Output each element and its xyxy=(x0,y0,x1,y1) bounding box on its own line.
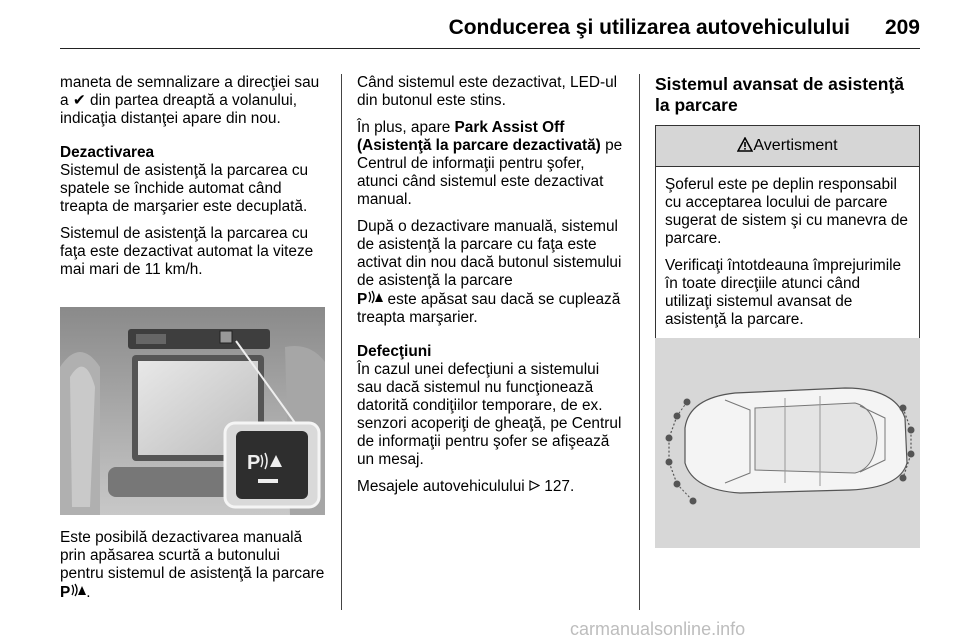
paragraph-park-assist-off: În plus, apare Park Assist Off (Asistenţă la parcare dezactivată) pe Centrul de informaţii pentru şofer, atunci când sistemul este dezactivat manual. xyxy=(357,119,623,208)
svg-text:P: P xyxy=(247,452,261,474)
park-assist-icon: P xyxy=(357,291,383,308)
paragraph: Sistemul de asistenţă la parcarea cu faţa este dezactivat automat la viteze mai mari de 11 km/h. xyxy=(60,225,314,278)
warning-box xyxy=(655,125,920,343)
section-heading-advanced-parking: Sistemul avansat de asistenţă la parcare xyxy=(655,74,904,115)
paragraph: Când sistemul este dezactivat, LED-ul din butonul este stins. xyxy=(357,74,618,109)
section-heading-block xyxy=(60,144,326,162)
paragraph-reactivation: După o dezactivare manuală, sistemul de asistenţă la parcare cu faţa este activat din nou dacă butonul sistemului de asistenţă la parcare P este apăsat sau dacă se cuplează treapta marşarier. xyxy=(357,218,622,326)
section-heading-dezactivarea: Dezactivarea xyxy=(60,144,155,161)
paragraph: maneta de semnalizare a direcţiei sau a ✔ din partea dreaptă a volanului, indicaţia distanţei apare din nou. xyxy=(60,74,320,127)
page-reference-icon xyxy=(529,478,540,495)
column-2 xyxy=(357,74,625,505)
column-1 xyxy=(60,74,326,288)
section-heading-defectiuni: Defecţiuni xyxy=(357,343,432,360)
paragraph: Sistemul de asistenţă la parcarea cu spatele se închide automat când treapta de marşarier este decuplată. xyxy=(60,162,309,215)
column-divider-2 xyxy=(639,74,640,610)
warning-triangle-icon xyxy=(737,137,753,155)
paragraph-manual-deactivation: Este posibilă dezactivarea manuală prin apăsarea scurtă a butonului pentru sistemul de asistenţă la parcare P . xyxy=(60,529,325,601)
watermark: carmanualsonline.info xyxy=(570,619,746,639)
warning-body xyxy=(656,167,919,342)
warning-title: Avertisment xyxy=(753,137,838,154)
column-divider-1 xyxy=(341,74,342,610)
page-reference[interactable]: 127. xyxy=(544,478,575,495)
car-sensor-illustration xyxy=(655,338,920,548)
paragraph-text: Este posibilă dezactivarea manuală prin apăsarea scurtă a butonului pentru sistemul de asistenţă la parcare xyxy=(60,529,325,582)
warning-header xyxy=(656,126,919,167)
warning-paragraph: Verificaţi întotdeauna împrejurimile în toate direcţiile atunci când utilizaţi sistemul avansat de asistenţă la parcare. xyxy=(665,257,902,328)
section-heading-block xyxy=(357,343,625,361)
warning-paragraph: Şoferul este pe deplin responsabil cu acceptarea locului de parcare sugerat de sistem şi cu manevra de parcare. xyxy=(665,176,908,247)
dashboard-photo xyxy=(60,307,325,515)
paragraph-vehicle-messages: Mesajele autovehiculului 127. xyxy=(357,478,575,495)
column-3 xyxy=(655,74,923,124)
park-assist-icon: P xyxy=(60,584,86,601)
page-header xyxy=(60,14,920,49)
display-message: Park Assist Off (Asistenţă la parcare dezactivată) xyxy=(357,119,601,154)
page-title: Conducerea şi utilizarea autovehiculului xyxy=(448,16,850,39)
paragraph: În cazul unei defecţiuni a sistemului sau dacă sistemul nu funcţionează datorită condiţiilor temporare, de ex. senzori acoperiţi de gheaţă, pe Centrul de informaţii pentru şofer se afişează un mesaj. xyxy=(357,361,622,468)
page-number: 209 xyxy=(884,16,920,39)
